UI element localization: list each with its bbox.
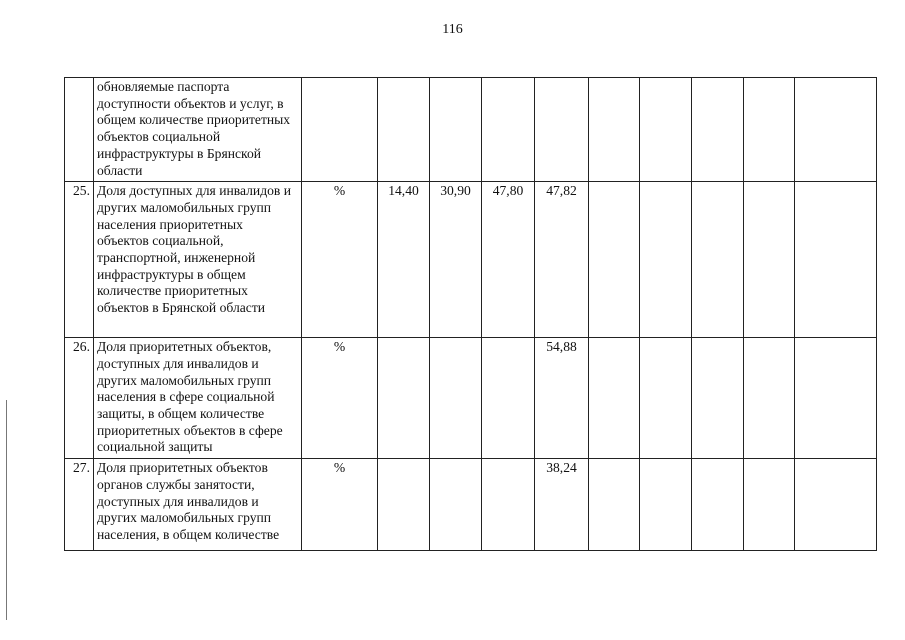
value-cell (692, 459, 744, 551)
value-cell (795, 182, 877, 338)
value-cell (589, 78, 640, 182)
value-cell (640, 78, 692, 182)
indicator-name-cell: Доля приоритетных объектов органов службы занятости, доступных для инвалидов и других маломобильных групп населения, в общем количестве (94, 459, 302, 551)
table-row (65, 182, 877, 338)
unit-cell (302, 78, 378, 182)
indicators-table (64, 77, 877, 551)
unit-cell: % (302, 459, 378, 551)
value-cell (589, 459, 640, 551)
table-row (65, 338, 877, 459)
indicator-name-cell: Доля доступных для инвалидов и других маломобильных групп населения приоритетных объектов социальной, транспортной, инженерной инфраструктуры в общем количестве приоритетных объектов в Брянской области (94, 182, 302, 338)
value-cell (640, 182, 692, 338)
value-cell (430, 338, 482, 459)
row-number-cell (65, 78, 94, 182)
scan-margin-line (6, 400, 7, 620)
value-cell (589, 338, 640, 459)
page-number: 116 (442, 22, 463, 37)
unit-cell: % (302, 182, 378, 338)
value-cell (692, 182, 744, 338)
value-cell (378, 338, 430, 459)
value-cell (795, 338, 877, 459)
indicator-name-cell: обновляемые паспорта доступности объектов и услуг, в общем количестве приоритетных объектов социальной инфраструктуры в Брянской области (94, 78, 302, 182)
value-cell (430, 78, 482, 182)
value-cell: 14,40 (378, 182, 430, 338)
value-cell (535, 78, 589, 182)
value-cell (795, 78, 877, 182)
value-cell (482, 78, 535, 182)
unit-cell: % (302, 338, 378, 459)
value-cell (692, 78, 744, 182)
value-cell (378, 459, 430, 551)
value-cell (430, 459, 482, 551)
value-cell (482, 459, 535, 551)
value-cell (640, 459, 692, 551)
value-cell: 54,88 (535, 338, 589, 459)
value-cell: 47,80 (482, 182, 535, 338)
value-cell: 47,82 (535, 182, 589, 338)
value-cell (744, 459, 795, 551)
value-cell (589, 182, 640, 338)
value-cell (744, 78, 795, 182)
table-row (65, 78, 877, 182)
row-number-cell: 27. (65, 459, 94, 551)
value-cell (744, 182, 795, 338)
value-cell (378, 78, 430, 182)
table-row (65, 459, 877, 551)
value-cell (744, 338, 795, 459)
indicator-name-cell: Доля приоритетных объектов, доступных для инвалидов и других маломобильных групп населения в сфере социальной защиты, в общем количестве приоритетных объектов в сфере социальной защиты (94, 338, 302, 459)
value-cell (482, 338, 535, 459)
row-number-cell: 26. (65, 338, 94, 459)
table-body (65, 78, 877, 551)
value-cell (692, 338, 744, 459)
value-cell: 30,90 (430, 182, 482, 338)
value-cell (640, 338, 692, 459)
value-cell: 38,24 (535, 459, 589, 551)
value-cell (795, 459, 877, 551)
row-number-cell: 25. (65, 182, 94, 338)
